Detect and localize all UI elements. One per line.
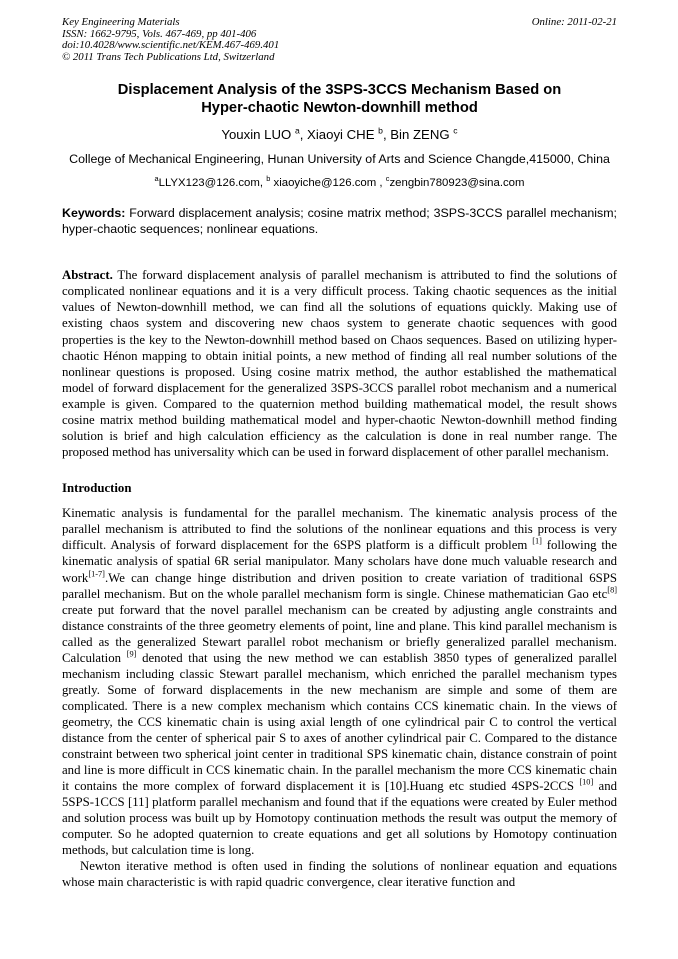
abstract-label: Abstract. (62, 268, 113, 283)
journal-issn-line: ISSN: 1662-9795, Vols. 467-469, pp 401-406 (62, 27, 257, 40)
keywords-text: Forward displacement analysis; cosine matrix method; 3SPS-3CCS parallel mechanism; hyper-chaotic sequences; nonlinear equations. (62, 206, 617, 236)
journal-name: Key Engineering Materials (62, 16, 180, 28)
paper-title: Displacement Analysis of the 3SPS-3CCS Mechanism Based on Hyper-chaotic Newton-downhill method (117, 82, 562, 116)
keywords-block (62, 206, 617, 237)
abstract-block (62, 267, 617, 460)
journal-copyright-line: © 2011 Trans Tech Publications Ltd, Switzerland (62, 50, 275, 63)
author-emails: $^a$LLYX123@126.com, $^b$ xiaoyiche@126.com , $^c$zengbin780923@sina.com (154, 174, 525, 189)
online-date: Online: 2011-02-21 (531, 16, 617, 28)
keywords-label: Keywords: (62, 206, 126, 220)
introduction-paragraph-1: Kinematic analysis is fundamental for the parallel mechanism. The kinematic analysis process of the parallel mechanism is attributed to find the solutions of the nonlinear equations and this process is very difficult. Analysis of forward displacement for the 6SPS platform is a difficult problem [1] following the kinematic analysis of spatial 6R serial manipulator. Many scholars have done much valuable research and work[1-7].We can change hinge distribution and driven position to create variation of traditional 6SPS parallel mechanism. But on the whole parallel mechanism form is single. Chinese mathematician Gao etc[8] create put forward that the novel parallel mechanism can be created by adjusting angle constraints and distance constraints of the three geometry elements of point, line and plane. This kind parallel mechanism is called as the generalized Stewart parallel robot mechanism or briefly generalized parallel mechanism. Calculation [9] denoted that using the new method we can establish 3850 types of generalized parallel mechanism including classic Stewart parallel mechanism, which enriched the parallel mechanism types greatly. Some of forward displacements in the new mechanism are simple and some of them are complicated. There is a new complex mechanism which contains CCS kinematic chain. In the views of geometry, the CCS kinematic chain is using axial length of one cylindrical pair C to control the vertical distance from the center of spherical pair S to axes of another cylindrical pair C. Compared to the distance constraint between two spherical joint center in traditional SPS kinematic chain, distance constrain of point and line is more difficult in CCS kinematic chain. In the parallel mechanism the more CCS kinematic chain it contains the more complex of forward displacement it is [10].Huang etc studied 4SPS-2CCS [10] and 5SPS-1CCS [11] platform parallel mechanism and found that if the equations were created by Euler method and solution process was built up by Homotopy continuation methods the result was output the memory of computer. So he adopted quaternion to create equations and get all solutions by Homotopy continuation methods, but calculation time is long. (62, 506, 617, 858)
journal-doi-line: doi:10.4028/www.scientific.net/KEM.467-469.401 (62, 39, 280, 51)
affiliation: College of Mechanical Engineering, Hunan University of Arts and Science Changde,415000, China (69, 152, 610, 166)
introduction-paragraph-2: Newton iterative method is often used in finding the solutions of nonlinear equation and equations whose main characteristic is with rapid quadric convergence, clear iterative function and (62, 859, 617, 890)
section-heading-introduction: Introduction (62, 481, 132, 496)
journal-info (62, 17, 279, 63)
abstract-text: The forward displacement analysis of parallel mechanism is attributed to find the solutions of complicated nonlinear equations and it is a very difficult process. Taking chaotic sequences as the initial values of Newton-downhill method, we can find all the solutions of equations quickly. Making use of existing chaos system and discovering new chaos system to generate chaotic sequences with good properties is the key to the Newton-downhill method based on Chaos sequences. Based on utilizing hyper-chaotic Hénon mapping to obtain initial points, a new method of finding all real number solutions of the nonlinear questions is proposed. Using cosine matrix method, the author established the mathematical model of forward displacement for the generalized 3SPS-3CCS parallel robot mechanism and a numerical example is given. Compared to the quaternion method building mathematical model, the result shows cosine matrix method building mathematical model and hyper-chaotic Newton-downhill method finding solution is brief and high calculation efficiency as the calculation is done in real number range. The proposed method has universality which can be used in forward displacement of other parallel mechanism. (62, 268, 617, 460)
authors-line: Youxin LUO $^a$, Xiaoyi CHE $^b$, Bin ZENG $^c$ (221, 125, 458, 142)
journal-header (62, 17, 617, 63)
